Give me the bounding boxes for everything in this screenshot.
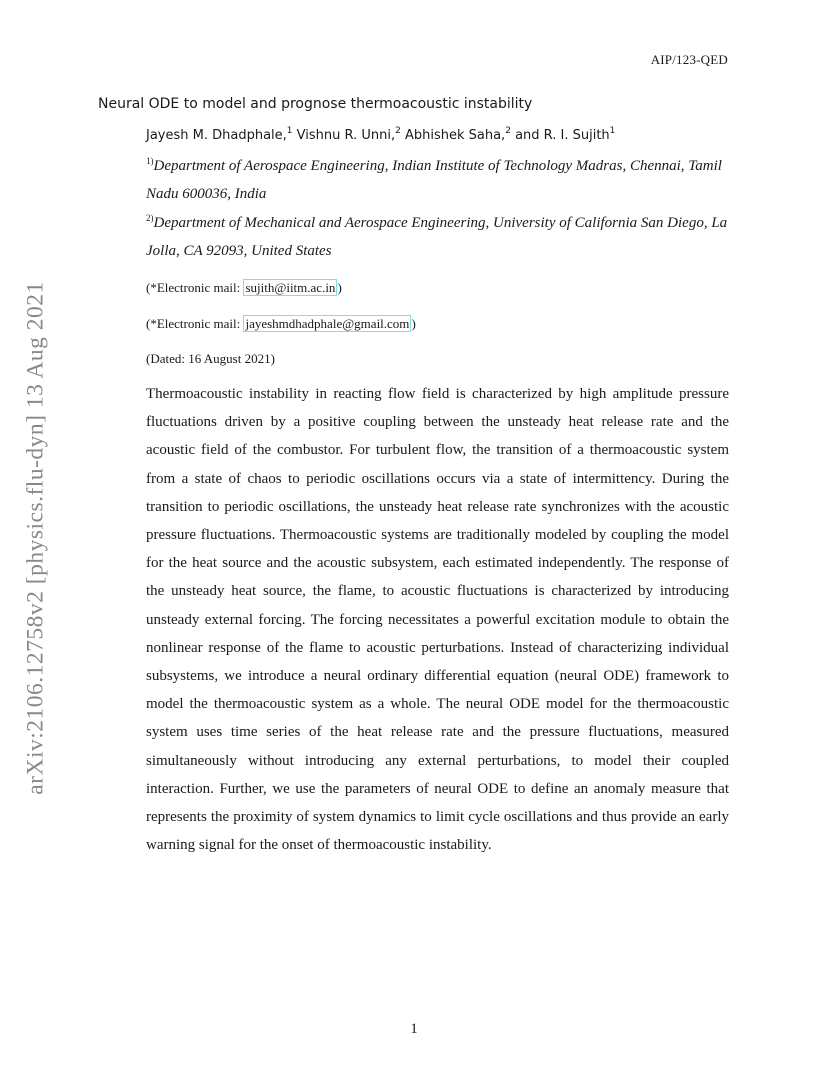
author-name: Vishnu R. Unni, [296, 128, 396, 143]
email-prefix: (*Electronic mail: [146, 280, 244, 295]
author-affiliation-mark: 2 [505, 126, 511, 136]
email-link[interactable]: sujith@iitm.ac.in [245, 280, 336, 295]
report-number: AIP/123-QED [650, 52, 728, 67]
affiliation-text: Department of Mechanical and Aerospace Engineering, University of California San Diego, La Jolla, CA 92093, United States [146, 215, 728, 259]
email-suffix: ) [337, 280, 342, 295]
affiliation-text: Department of Aerospace Engineering, Indian Institute of Technology Madras, Chennai, Tamil Nadu 600036, India [146, 158, 722, 202]
affiliation-mark: 1) [146, 156, 154, 166]
abstract: Thermoacoustic instability in reacting flow field is characterized by high amplitude pressure fluctuations driven by a positive coupling between the unsteady heat release rate and the acoustic field of the combustor. For turbulent flow, the transition of a thermoacoustic system from a state of chaos to periodic oscillations occurs via a state of intermittency. During the transition to periodic oscillations, the unsteady heat release rate synchronizes with the acoustic pressure fluctuations. Thermoacoustic systems are traditionally modeled by coupling the model for the heat source and the acoustic subsystem, each estimated independently. The response of the unsteady heat source, the flame, to acoustic fluctuations is characterized by introducing unsteady external forcing. The forcing necessitates a powerful excitation module to obtain the nonlinear response of the flame to acoustic perturbations. Instead of characterizing individual subsystems, we introduce a neural ordinary differential equation (neural ODE) framework to model the thermoacoustic system as a whole. The neural ODE model for the thermoacoustic system uses time series of the heat release rate and the pressure fluctuations, measured simultaneously without introducing any external perturbations, to model their coupled interaction. Further, we use the parameters of neural ODE to define an anomaly measure that represents the proximity of system dynamics to limit cycle oscillations and thus provide an early warning signal for the onset of thermoacoustic instability. [146, 386, 729, 854]
page-number: 1 [410, 1021, 418, 1037]
corresponding-email-1 [146, 280, 342, 296]
author-affiliation-mark: 1 [286, 126, 293, 136]
email-prefix: (*Electronic mail: [146, 316, 244, 331]
author-name: Abhishek Saha, [404, 128, 506, 143]
email-link[interactable]: jayeshmdhadphale@gmail.com [245, 316, 410, 331]
author-affiliation-mark: 1 [609, 126, 616, 136]
arxiv-identifier-stamp: arXiv:2106.12758v2 [physics.flu-dyn] 13 Aug 2021 [22, 281, 49, 795]
author-name: and R. I. Sujith [515, 128, 610, 143]
affiliation-1 [146, 152, 731, 208]
paper-title: Neural ODE to model and prognose thermoacoustic instability [98, 96, 533, 112]
author-name: Jayesh M. Dhadphale, [146, 128, 287, 143]
corresponding-email-2 [146, 316, 416, 332]
affiliation-mark: 2) [146, 213, 154, 223]
email-suffix: ) [411, 316, 416, 331]
date-line: (Dated: 16 August 2021) [146, 351, 275, 366]
author-affiliation-mark: 2 [395, 126, 401, 136]
affiliation-2 [146, 209, 731, 265]
author-list [146, 128, 615, 143]
